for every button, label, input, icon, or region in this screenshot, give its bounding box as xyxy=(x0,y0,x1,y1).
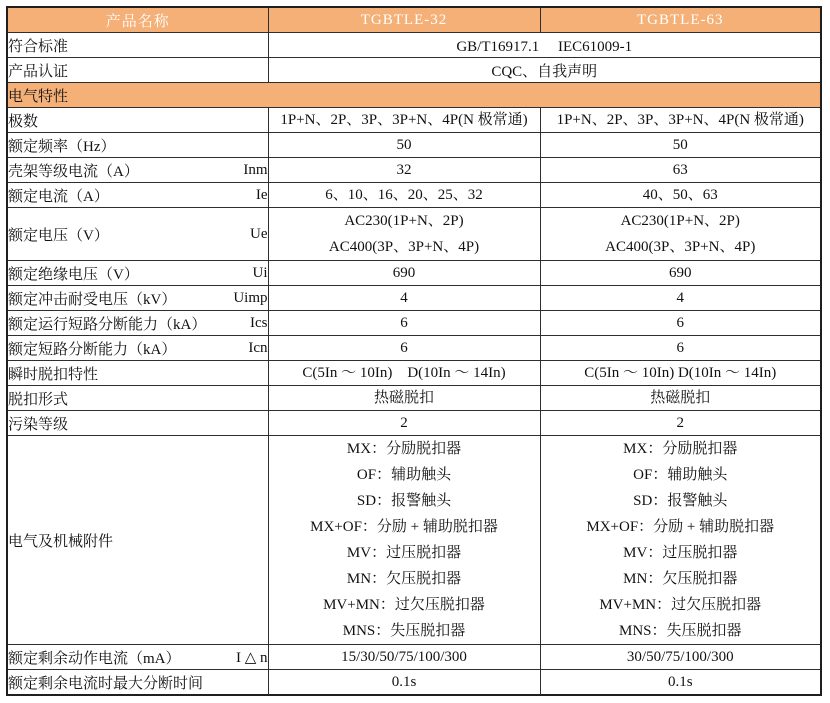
table-row xyxy=(7,670,821,696)
value-cell xyxy=(540,436,821,645)
row-label: 符合标准 xyxy=(8,38,69,55)
row-symbol: Inm xyxy=(243,161,268,178)
value-cell xyxy=(268,645,540,670)
value-cell: GB/T16917.1 IEC61009-1 xyxy=(268,33,821,58)
row-label-cell xyxy=(7,108,268,133)
row-label-wrap xyxy=(8,388,268,409)
value-line: 6、10、16、20、25、32 xyxy=(325,187,483,203)
value-cell xyxy=(268,208,540,261)
row-label: 额定剩余动作电流（mA） xyxy=(8,650,181,667)
row-label: 污染等级 xyxy=(8,416,69,433)
table-row xyxy=(7,311,821,336)
row-label-cell xyxy=(7,336,268,361)
value-line: AC230(1P+N、2P) xyxy=(620,213,740,229)
row-label: 额定短路分断能力（kA） xyxy=(8,341,177,358)
value-cell: CQC、自我声明 xyxy=(268,58,821,83)
value-cell xyxy=(268,361,540,386)
value-line: 1P+N、2P、3P、3P+N、4P(N 极常通) xyxy=(280,112,528,128)
value-line: 2 xyxy=(400,415,408,431)
value-line: MX：分励脱扣器 xyxy=(623,441,738,457)
value-cell xyxy=(268,133,540,158)
value-line: OF：辅助触头 xyxy=(356,467,452,483)
value-line: 690 xyxy=(669,265,692,281)
value-line: MV：过压脱扣器 xyxy=(346,545,462,561)
row-label-cell xyxy=(7,670,268,696)
row-label-wrap xyxy=(8,185,268,206)
value-cell xyxy=(268,261,540,286)
value-line: MV：过压脱扣器 xyxy=(623,545,738,561)
value-cell xyxy=(540,133,821,158)
value-line: 6 xyxy=(400,340,408,356)
value-line: 15/30/50/75/100/300 xyxy=(341,649,467,665)
row-label-wrap xyxy=(8,288,268,309)
row-label-cell xyxy=(7,645,268,670)
row-label-cell xyxy=(7,411,268,436)
table-row xyxy=(7,336,821,361)
value-cell xyxy=(540,208,821,261)
value-line: 32 xyxy=(396,162,412,178)
value-line: 6 xyxy=(676,315,684,331)
value-line: MNS：失压脱扣器 xyxy=(342,623,466,639)
value-line: 690 xyxy=(392,265,416,281)
row-label: 额定剩余电流时最大分断时间 xyxy=(8,675,204,692)
row-label: 产品认证 xyxy=(8,63,69,80)
table-row xyxy=(7,133,821,158)
row-label: 额定冲击耐受电压（kV） xyxy=(8,291,177,308)
value-line: AC400(3P、3P+N、4P) xyxy=(605,239,756,255)
value-line: 4 xyxy=(676,290,684,306)
row-symbol: Ics xyxy=(250,314,268,331)
value-cell xyxy=(540,311,821,336)
table-row xyxy=(7,158,821,183)
row-label-cell xyxy=(7,311,268,336)
row-label-cell xyxy=(7,183,268,208)
row-label-cell xyxy=(7,133,268,158)
table-row xyxy=(7,83,821,108)
table-row xyxy=(7,411,821,436)
row-label: 极数 xyxy=(8,113,39,130)
row-label-cell xyxy=(7,436,268,645)
value-line: 0.1s xyxy=(391,674,417,690)
row-symbol: Ie xyxy=(255,186,268,203)
value-cell xyxy=(268,311,540,336)
header-model-cell: TGBTLE-63 xyxy=(540,7,821,33)
value-line: 1P+N、2P、3P、3P+N、4P(N 极常通) xyxy=(556,112,804,128)
value-line: SD：报警触头 xyxy=(356,493,452,509)
value-line: 2 xyxy=(676,415,684,431)
table-row xyxy=(7,183,821,208)
value-line: 0.1s xyxy=(667,674,693,690)
row-label-cell xyxy=(7,33,268,58)
section-header: 电气特性 xyxy=(7,83,821,108)
value-cell xyxy=(540,411,821,436)
row-label-wrap xyxy=(8,672,268,693)
value-cell xyxy=(540,645,821,670)
row-label-wrap xyxy=(8,647,268,668)
row-label-wrap xyxy=(8,338,268,359)
table-row xyxy=(7,645,821,670)
value-cell xyxy=(540,336,821,361)
row-symbol: Ui xyxy=(252,264,268,281)
row-label: 壳架等级电流（A） xyxy=(8,163,139,180)
value-line: MV+MN：过欠压脱扣器 xyxy=(323,597,485,613)
value-line: 4 xyxy=(400,290,408,306)
value-cell xyxy=(540,286,821,311)
row-label: 电气及机械附件 xyxy=(8,533,114,550)
row-label: 额定频率（Hz） xyxy=(8,138,116,155)
value-line: 热磁脱扣 xyxy=(373,390,434,406)
value-line: 63 xyxy=(672,162,688,178)
value-cell xyxy=(268,336,540,361)
row-label: 脱扣形式 xyxy=(8,391,69,408)
table-row xyxy=(7,436,821,645)
table-row xyxy=(7,386,821,411)
row-label-wrap xyxy=(8,135,268,156)
value-line: 40、50、63 xyxy=(642,187,718,203)
header-model-cell: TGBTLE-32 xyxy=(268,7,540,33)
value-cell xyxy=(540,108,821,133)
value-cell xyxy=(540,183,821,208)
row-label: 瞬时脱扣特性 xyxy=(8,366,99,383)
value-line: OF：辅助触头 xyxy=(633,467,728,483)
value-line: 热磁脱扣 xyxy=(650,390,711,406)
value-line: C(5In ～ 10In) D(10In ～ 14In) xyxy=(584,365,777,381)
table-row xyxy=(7,208,821,261)
value-cell xyxy=(268,436,540,645)
value-cell xyxy=(268,411,540,436)
value-cell xyxy=(540,361,821,386)
value-line: MV+MN：过欠压脱扣器 xyxy=(599,597,762,613)
row-label-wrap xyxy=(8,530,268,551)
row-label: 额定电流（A） xyxy=(8,188,109,205)
value-line: MN：欠压脱扣器 xyxy=(623,571,738,587)
value-line: 30/50/75/100/300 xyxy=(626,649,734,665)
table-row xyxy=(7,286,821,311)
row-label-wrap xyxy=(8,363,268,384)
value-cell xyxy=(268,183,540,208)
value-line: SD：报警触头 xyxy=(633,493,728,509)
value-cell xyxy=(540,261,821,286)
header-row xyxy=(7,7,821,33)
row-symbol: Icn xyxy=(248,339,268,356)
value-cell xyxy=(268,286,540,311)
table-row xyxy=(7,58,821,83)
value-cell xyxy=(268,670,540,696)
value-line: MNS：失压脱扣器 xyxy=(618,623,742,639)
table-row xyxy=(7,33,821,58)
row-label-cell xyxy=(7,261,268,286)
row-label-wrap xyxy=(8,313,268,334)
row-label: 额定电压（V） xyxy=(8,227,109,244)
table-row xyxy=(7,108,821,133)
value-cell xyxy=(540,158,821,183)
value-line: 6 xyxy=(676,340,684,356)
value-cell xyxy=(268,386,540,411)
value-line: MX：分励脱扣器 xyxy=(346,441,462,457)
row-label-cell xyxy=(7,361,268,386)
value-line: AC230(1P+N、2P) xyxy=(344,213,464,229)
row-symbol: Uimp xyxy=(233,289,268,306)
product-spec-table xyxy=(6,6,822,696)
row-label-wrap xyxy=(8,110,268,131)
row-label-cell xyxy=(7,386,268,411)
row-label-cell xyxy=(7,208,268,261)
row-label: 额定绝缘电压（V） xyxy=(8,266,139,283)
value-cell xyxy=(540,670,821,696)
value-line: MN：欠压脱扣器 xyxy=(346,571,462,587)
row-label-wrap xyxy=(8,35,268,56)
row-label-wrap xyxy=(8,224,268,245)
table-row xyxy=(7,261,821,286)
value-cell xyxy=(268,108,540,133)
value-cell xyxy=(540,386,821,411)
value-line: 50 xyxy=(672,137,688,153)
table-row xyxy=(7,361,821,386)
value-line: MX+OF：分励 + 辅助脱扣器 xyxy=(586,519,775,535)
value-line: 50 xyxy=(396,137,412,153)
row-symbol: Ue xyxy=(250,225,268,242)
row-label: 额定运行短路分断能力（kA） xyxy=(8,316,207,333)
header-product-name-cell: 产品名称 xyxy=(7,7,268,33)
row-label-wrap xyxy=(8,413,268,434)
value-cell xyxy=(268,158,540,183)
row-label-wrap xyxy=(8,263,268,284)
value-line: 6 xyxy=(400,315,408,331)
value-line: C(5In ～ 10In) D(10In ～ 14In) xyxy=(302,365,506,381)
row-label-cell xyxy=(7,158,268,183)
value-line: AC400(3P、3P+N、4P) xyxy=(328,239,480,255)
row-label-wrap xyxy=(8,160,268,181)
value-line: MX+OF：分励 + 辅助脱扣器 xyxy=(310,519,498,535)
row-symbol: I △ n xyxy=(235,649,268,666)
row-label-wrap xyxy=(8,60,268,81)
row-label-cell xyxy=(7,286,268,311)
row-label-cell xyxy=(7,58,268,83)
